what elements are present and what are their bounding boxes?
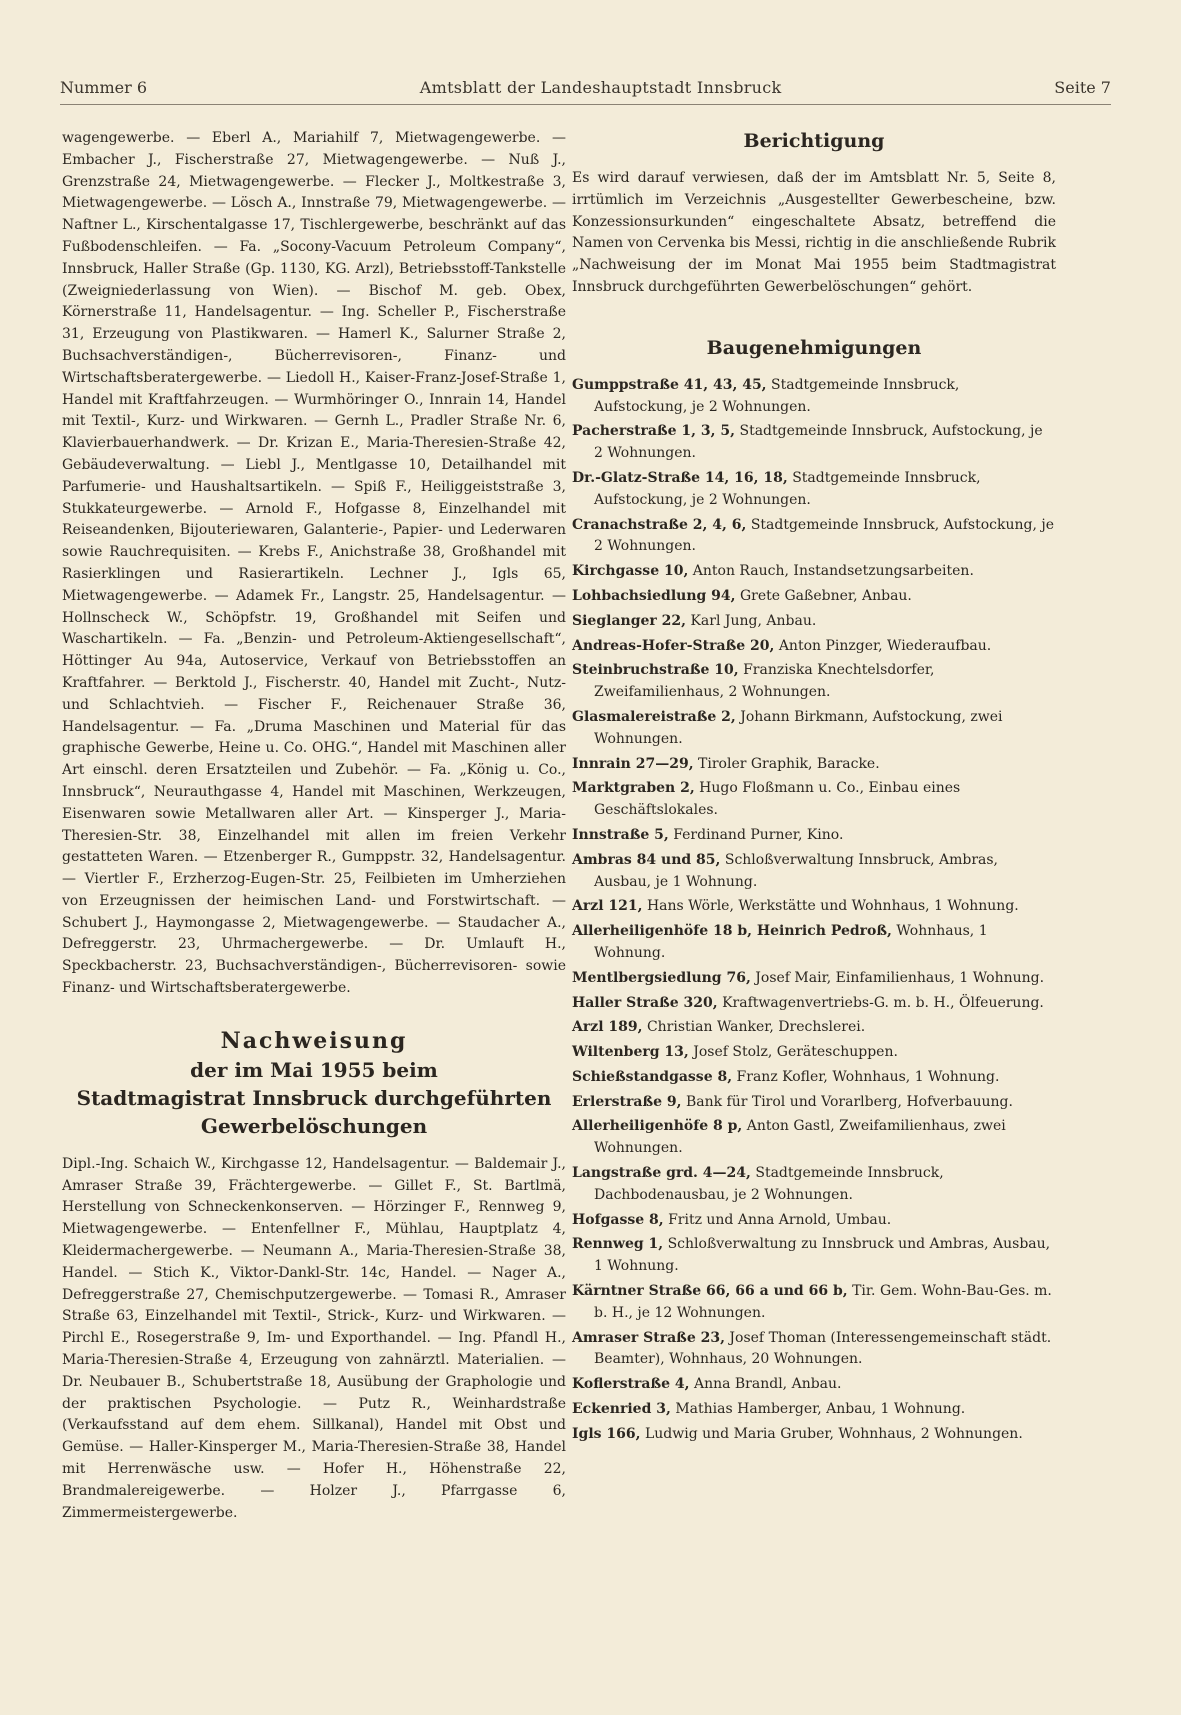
entry-text: Stadtgemeinde Innsbruck, Aufstockung, je 2 Wohnungen.	[594, 516, 1054, 555]
entry-text: Franz Kofler, Wohnhaus, 1 Wohnung.	[736, 1068, 1000, 1085]
list-item	[572, 586, 1056, 608]
berichtigung-text: Es wird darauf verwiesen, daß der im Amtsblatt Nr. 5, Seite 8, irrtümlich im Verzeichnis „Ausgestellter Gewerbescheine, bzw. Konzessionsurkunden“ eingeschaltete Absatz, betreffend die Namen von Cervenka bis Messi, richtig in die anschließende Rubrik „Nachweisung der im Monat Mai 1955 beim Stadtmagistrat Innsbruck durchgeführten Gewerbelöschungen“ gehört.	[572, 170, 1056, 295]
entry-text: Anton Gastl, Zweifamilienhaus, zwei Wohnungen.	[594, 1118, 1006, 1157]
entry-street: Hofgasse 8,	[572, 1211, 664, 1228]
entry-street: Schießstandgasse 8,	[572, 1068, 733, 1085]
list-item	[572, 1234, 1056, 1278]
entry-text: Ferdinand Purner, Kino.	[673, 826, 844, 843]
entry-text: Christian Wanker, Drechslerei.	[646, 1019, 866, 1036]
entry-street: Pacherstraße 1, 3, 5,	[572, 423, 736, 440]
entry-text: Stadtgemeinde Innsbruck, Aufstockung, je 2 Wohnungen.	[594, 423, 1043, 462]
entry-street: Wiltenberg 13,	[572, 1044, 689, 1061]
berichtigung-heading: Berichtigung	[743, 130, 885, 152]
list-item	[572, 896, 1056, 918]
entry-street: Allerheiligenhöfe 8 p,	[572, 1118, 743, 1135]
entry-street: Innstraße 5,	[572, 826, 669, 843]
list-item	[572, 1017, 1056, 1039]
list-item	[572, 660, 1056, 704]
entry-street: Igls 166,	[572, 1425, 641, 1442]
entry-text: Mathias Hamberger, Anbau, 1 Wohnung.	[675, 1401, 966, 1418]
entry-street: Arzl 121,	[572, 898, 643, 915]
entry-text: Josef Stolz, Geräteschuppen.	[693, 1044, 898, 1061]
entry-street: Kärntner Straße 66, 66 a und 66 b,	[572, 1283, 848, 1300]
entry-text: Anton Rauch, Instandsetzungsarbeiten.	[692, 563, 974, 580]
entry-street: Sieglanger 22,	[572, 612, 686, 629]
loeschungen-heading-2: der im Mai 1955 beim	[190, 1057, 438, 1082]
list-item	[572, 707, 1056, 751]
entry-street: Gumppstraße 41, 43, 45,	[572, 376, 767, 393]
entry-street: Haller Straße 320,	[572, 994, 718, 1011]
entry-text: Hans Wörle, Werkstätte und Wohnhaus, 1 Wohnung.	[646, 898, 1019, 915]
list-item	[572, 1328, 1056, 1372]
entry-text: Bank für Tirol und Vorarlberg, Hofverbauung.	[685, 1093, 1013, 1110]
entry-text: Schloßverwaltung zu Innsbruck und Ambras, Ausbau, 1 Wohnung.	[594, 1236, 1051, 1275]
entry-text: Johann Birkmann, Aufstockung, zwei Wohnungen.	[594, 708, 1003, 747]
entry-text: Franziska Knechtelsdorfer, Zweifamilienhaus, 2 Wohnungen.	[594, 662, 935, 701]
list-item	[572, 611, 1056, 633]
entry-street: Rennweg 1,	[572, 1236, 664, 1253]
issue-number: Nummer 6	[60, 78, 148, 97]
entry-street: Innrain 27—29,	[572, 755, 694, 772]
baugenehmigungen-list	[572, 375, 1056, 1446]
list-item	[572, 515, 1056, 559]
entry-street: Koflerstraße 4,	[572, 1376, 690, 1393]
entry-street: Amraser Straße 23,	[572, 1329, 725, 1346]
entry-text: Ludwig und Maria Gruber, Wohnhaus, 2 Wohnungen.	[644, 1425, 1023, 1442]
entry-street: Mentlbergsiedlung 76,	[572, 969, 751, 986]
list-item	[572, 968, 1056, 990]
header-rule	[60, 104, 1111, 105]
list-item	[572, 1210, 1056, 1232]
loeschungen-heading-4: Gewerbelöschungen	[200, 1113, 428, 1138]
entry-street: Cranachstraße 2, 4, 6,	[572, 516, 747, 533]
entry-text: Stadtgemeinde Innsbruck, Aufstockung, je 2 Wohnungen.	[594, 376, 960, 415]
list-item	[572, 468, 1056, 512]
list-item	[572, 921, 1056, 965]
entry-street: Ambras 84 und 85,	[572, 851, 721, 868]
entry-text: Josef Mair, Einfamilienhaus, 1 Wohnung.	[755, 969, 1045, 986]
list-item	[572, 421, 1056, 465]
entry-text: Stadtgemeinde Innsbruck, Dachbodenausbau, je 2 Wohnungen.	[594, 1165, 944, 1203]
list-item	[572, 825, 1056, 847]
entry-text: Anna Brandl, Anbau.	[693, 1376, 842, 1393]
loeschungen-list: Dipl.-Ing. Schaich W., Kirchgasse 12, Handelsagentur. — Baldemair J., Amraser Straße 39, Frächtergewerbe. — Gillet F., St. Bartlmä, Herstellung von Schneckenkonserven. — Hörzinger F., Rennweg 9, Mietwagengewerbe. — Entenfellner F., Mühlau, Hauptplatz 4, Kleidermachergewerbe. — Neumann A., Maria-Theresien-Straße 38, Handel. — Stich K., Viktor-Dankl-Str. 14c, Handel. — Nager A., Defreggerstraße 27, Chemischputzergewerbe. — Tomasi R., Amraser Straße 63, Einzelhandel mit Textil-, Strick-, Kurz- und Wirkwaren. — Pirchl E., Rosegerstraße 9, Im- und Exporthandel. — Ing. Pfandl H., Maria-Theresien-Straße 4, Erzeugung von zahnärztl. Materialien. — Dr. Neubauer B., Schubertstraße 18, Ausübung der Graphologie und der praktischen Psychologie. — Putz R., Weinhardstraße (Verkaufsstand auf dem ehem. Sillkanal), Handel mit Obst und Gemüse. — Haller-Kinsperger M., Maria-Theresien-Straße 38, Handel mit Herrenwäsche usw. — Hofer H., Höhenstraße 22, Brandmalereigewerbe. — Holzer J., Pfarrgasse 6, Zimmermeistergewerbe.	[62, 1155, 566, 1521]
entry-text: Kraftwagenvertriebs-G. m. b. H., Ölfeuerung.	[722, 994, 1044, 1011]
list-item	[572, 754, 1056, 776]
entry-street: Andreas-Hofer-Straße 20,	[572, 637, 775, 654]
list-item	[572, 1374, 1056, 1396]
page-number: Seite 7	[1054, 78, 1111, 97]
publication-title: Amtsblatt der Landeshauptstadt Innsbruck	[419, 78, 782, 97]
baugenehmigungen-heading: Baugenehmigungen	[706, 336, 922, 359]
entry-text: Fritz und Anna Arnold, Umbau.	[668, 1211, 892, 1228]
loeschungen-heading-3: Stadtmagistrat Innsbruck durchgeführten	[76, 1085, 552, 1110]
entry-text: Josef Thoman (Interessengemeinschaft städt. Beamter), Wohnhaus, 20 Wohnungen.	[594, 1329, 1052, 1368]
list-item	[572, 1163, 1056, 1207]
left-column	[62, 128, 566, 1524]
entry-street: Arzl 189,	[572, 1019, 643, 1036]
list-item	[572, 1067, 1056, 1089]
entry-street: Steinbruchstraße 10,	[572, 662, 739, 679]
entry-text: Hugo Floßmann u. Co., Einbau eines Geschäftslokales.	[594, 780, 961, 819]
list-item	[572, 1092, 1056, 1114]
list-item	[572, 850, 1056, 894]
list-item	[572, 636, 1056, 658]
right-column	[572, 128, 1056, 1449]
entry-street: Eckenried 3,	[572, 1401, 671, 1418]
page-header	[60, 78, 1111, 97]
entry-text: Tiroler Graphik, Baracke.	[698, 755, 880, 772]
entry-text: Tir. Gem. Wohn-Bau-Ges. m. b. H., je 12 Wohnungen.	[594, 1283, 1052, 1321]
entry-text: Wohnhaus, 1 Wohnung.	[594, 923, 988, 961]
entry-text: Anton Pinzger, Wiederaufbau.	[778, 637, 992, 654]
loeschungen-heading-1: Nachweisung	[220, 1027, 408, 1054]
list-item	[572, 1399, 1056, 1421]
entry-street: Langstraße grd. 4—24,	[572, 1165, 751, 1182]
entry-street: Glasmalereistraße 2,	[572, 708, 736, 725]
entry-street: Dr.-Glatz-Straße 14, 16, 18,	[572, 469, 788, 486]
entry-street: Allerheiligenhöfe 18 b, Heinrich Pedroß,	[572, 923, 892, 940]
list-item	[572, 1281, 1056, 1325]
list-item	[572, 1424, 1056, 1446]
list-item	[572, 375, 1056, 419]
entry-text: Karl Jung, Anbau.	[690, 612, 817, 629]
entry-street: Lohbachsiedlung 94,	[572, 587, 736, 604]
list-item	[572, 1042, 1056, 1064]
entry-street: Kirchgasse 10,	[572, 563, 689, 580]
entry-text: Schloßverwaltung Innsbruck, Ambras, Ausbau, je 1 Wohnung.	[594, 851, 998, 890]
list-item	[572, 561, 1056, 583]
entry-street: Marktgraben 2,	[572, 780, 695, 797]
list-item	[572, 993, 1056, 1015]
entry-text: Stadtgemeinde Innsbruck, Aufstockung, je 2 Wohnungen.	[594, 469, 981, 508]
gewerbe-list-continued: wagengewerbe. — Eberl A., Mariahilf 7, Mietwagengewerbe. — Embacher J., Fischerstraße 27, Mietwagengewerbe. — Nuß J., Grenzstraße 24, Mietwagengewerbe. — Flecker J., Moltkestraße 3, Mietwagengewerbe. — Lösch A., Innstraße 79, Mietwagengewerbe. — Naftner L., Kirschentalgasse 17, Tischlergewerbe, beschränkt auf das Fußbodenschleifen. — Fa. „Socony-Vacuum Petroleum Company“, Innsbruck, Haller Straße (Gp. 1130, KG. Arzl), Betriebsstoff-Tankstelle (Zweigniederlassung von Wien). — Bischof M. geb. Obex, Körnerstraße 11, Handelsagentur. — Ing. Scheller P., Fischerstraße 31, Erzeugung von Plastikwaren. — Hamerl K., Salurner Straße 2, Buchsachverständigen-, Bücherrevisoren-, Finanz- und Wirtschaftsberatergewerbe. — Liedoll H., Kaiser-Franz-Josef-Straße 1, Handel mit Kraftfahrzeugen. — Wurmhöringer O., Innrain 14, Handel mit Textil-, Kurz- und Wirkwaren. — Gernh L., Pradler Straße Nr. 6, Klavierbauerhandwerk. — Dr. Krizan E., Maria-Theresien-Straße 42, Gebäudeverwaltung. — Liebl J., Mentlgasse 10, Detailhandel mit Parfumerie- und Haushaltsartikeln. — Spiß F., Heiliggeiststraße 3, Stukkateurgewerbe. — Arnold F., Hofgasse 8, Einzelhandel mit Reiseandenken, Bijouteriewaren, Galanterie-, Papier- und Lederwaren sowie Rauchrequisiten. — Krebs F., Anichstraße 38, Großhandel mit Rasierklingen und Rasierartikeln. Lechner J., Igls 65, Mietwagengewerbe. — Adamek Fr., Langstr. 25, Handelsagentur. — Hollnscheck W., Schöpfstr. 19, Großhandel mit Seifen und Waschartikeln. — Fa. „Benzin- und Petroleum-Aktiengesellschaft“, Höttinger Au 94a, Autoservice, Verkauf von Betriebsstoffen an Kraftfahrer. — Berktold J., Fischerstr. 40, Handel mit Zucht-, Nutz- und Schlachtvieh. — Fischer F., Reichenauer Straße 36, Handelsagentur. — Fa. „Druma Maschinen und Material für das graphische Gewerbe, Heine u. Co. OHG.“, Handel mit Maschinen aller Art einschl. deren Ersatzteilen und Zubehör. — Fa. „König u. Co., Innsbruck“, Neurauthgasse 4, Handel mit Maschinen, Werkzeugen, Eisenwaren sowie Metallwaren aller Art. — Kinsperger J., Maria-Theresien-Str. 38, Einzelhandel mit allen im freien Verkehr gestatteten Waren. — Etzenberger R., Gumppstr. 32, Handelsagentur. — Viertler F., Erzherzog-Eugen-Str. 25, Feilbieten im Umherziehen von Erzeugnissen der heimischen Land- und Forstwirtschaft. — Schubert J., Haymongasse 2, Mietwagengewerbe. — Staudacher A., Defreggerstr. 23, Uhrmachergewerbe. — Dr. Umlauft H., Speckbacherstr. 23, Buchsachverständigen-, Bücherrevisoren- sowie Finanz- und Wirtschaftsberatergewerbe.	[62, 130, 566, 997]
list-item	[572, 1116, 1056, 1160]
entry-text: Grete Gaßebner, Anbau.	[739, 587, 912, 604]
list-item	[572, 778, 1056, 822]
entry-street: Erlerstraße 9,	[572, 1093, 682, 1110]
